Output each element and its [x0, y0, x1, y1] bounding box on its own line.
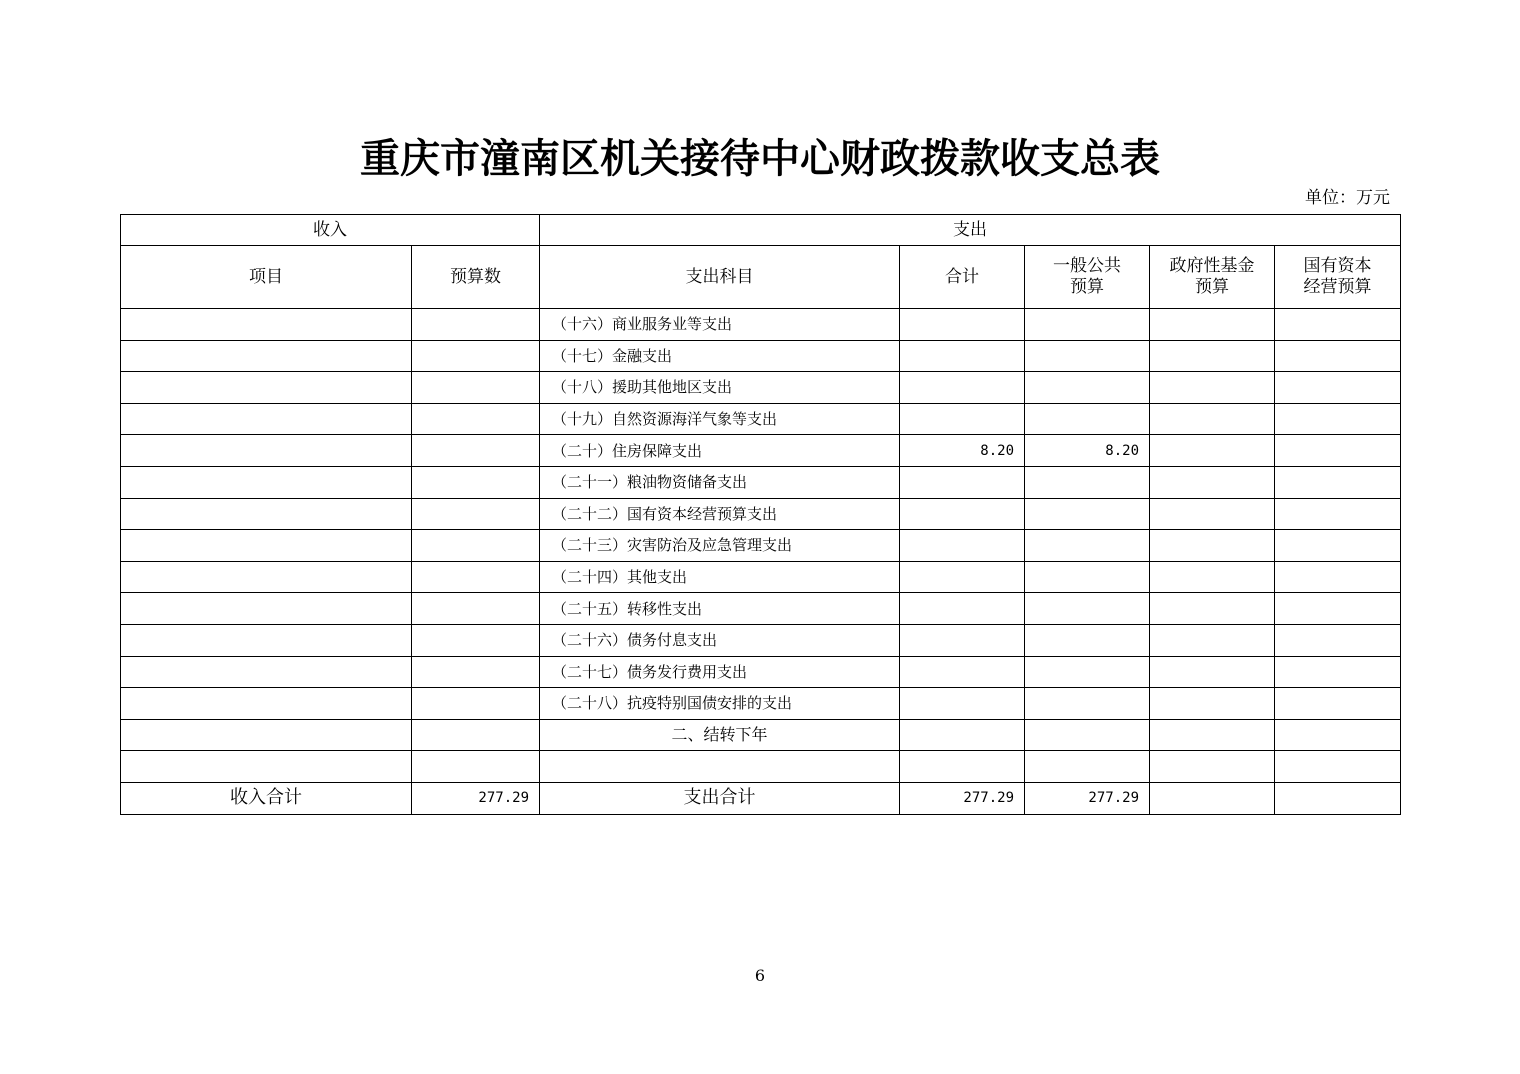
- expense-state-cell: [1275, 530, 1401, 562]
- expense-fund-cell: [1150, 688, 1275, 720]
- expense-fund-cell: [1150, 403, 1275, 435]
- income-budget-cell: [412, 719, 540, 751]
- col-state-label: 国有资本经营预算: [1303, 256, 1372, 297]
- expense-total-cell: [900, 498, 1025, 530]
- expense-subject-cell: （十九）自然资源海洋气象等支出: [540, 403, 900, 435]
- expense-state-cell: [1275, 340, 1401, 372]
- empty-cell: [121, 751, 412, 783]
- table-row: [121, 656, 1401, 688]
- expense-total-cell: [900, 561, 1025, 593]
- income-budget-cell: [412, 593, 540, 625]
- expense-general-cell: [1025, 309, 1150, 341]
- expense-subject-cell: （二十七）债务发行费用支出: [540, 656, 900, 688]
- expense-total-cell: [900, 688, 1025, 720]
- table-row: [121, 593, 1401, 625]
- expense-fund-cell: [1150, 530, 1275, 562]
- table-row: [121, 530, 1401, 562]
- empty-cell: [1275, 751, 1401, 783]
- table-row: [121, 624, 1401, 656]
- empty-cell: [1150, 751, 1275, 783]
- expense-subject-cell: （二十八）抗疫特别国债安排的支出: [540, 688, 900, 720]
- income-budget-cell: [412, 530, 540, 562]
- table-row: [121, 340, 1401, 372]
- empty-cell: [540, 751, 900, 783]
- expense-state-cell: [1275, 688, 1401, 720]
- income-item-cell: [121, 624, 412, 656]
- empty-row: [121, 751, 1401, 783]
- expense-total-cell: [900, 309, 1025, 341]
- expense-subject-cell: （十七）金融支出: [540, 340, 900, 372]
- expense-subject-cell: （十六）商业服务业等支出: [540, 309, 900, 341]
- income-item-cell: [121, 593, 412, 625]
- col-budget-header: 预算数: [412, 246, 540, 309]
- income-budget-cell: [412, 340, 540, 372]
- expense-general-cell: [1025, 372, 1150, 404]
- expense-subject-cell: （二十）住房保障支出: [540, 435, 900, 467]
- income-budget-cell: [412, 309, 540, 341]
- expense-general-cell: [1025, 561, 1150, 593]
- expense-fund-cell: [1150, 309, 1275, 341]
- expense-state-cell: [1275, 466, 1401, 498]
- expense-general-cell: [1025, 688, 1150, 720]
- expense-general-cell: [1025, 593, 1150, 625]
- page-number: 6: [754, 966, 766, 985]
- expense-fund-cell: [1150, 435, 1275, 467]
- header-row-columns: [121, 246, 1401, 309]
- expense-general-cell: [1025, 530, 1150, 562]
- expense-subject-cell: （二十一）粮油物资储备支出: [540, 466, 900, 498]
- expense-state-cell: [1275, 372, 1401, 404]
- expense-total-cell: [900, 530, 1025, 562]
- col-state-header: [1275, 246, 1401, 309]
- expense-general-cell: [1025, 719, 1150, 751]
- expense-general-cell: [1025, 656, 1150, 688]
- col-item-header: 项目: [121, 246, 412, 309]
- expense-fund-cell: [1150, 466, 1275, 498]
- expense-total-cell: 8.20: [900, 435, 1025, 467]
- expense-state-cell: [1275, 435, 1401, 467]
- income-budget-cell: [412, 466, 540, 498]
- col-total-header: 合计: [900, 246, 1025, 309]
- table-row: [121, 309, 1401, 341]
- header-row-group: [121, 215, 1401, 246]
- expense-subject-cell: （十八）援助其他地区支出: [540, 372, 900, 404]
- income-budget-cell: [412, 624, 540, 656]
- expense-fund-cell: [1150, 561, 1275, 593]
- table-row: [121, 372, 1401, 404]
- income-budget-cell: [412, 435, 540, 467]
- expense-fund-cell: [1150, 656, 1275, 688]
- table-row: [121, 466, 1401, 498]
- income-budget-cell: [412, 403, 540, 435]
- expense-general-cell: 8.20: [1025, 435, 1150, 467]
- income-item-cell: [121, 309, 412, 341]
- expense-state-total-value: [1275, 782, 1401, 814]
- income-item-cell: [121, 403, 412, 435]
- empty-cell: [900, 751, 1025, 783]
- expense-total-cell: [900, 593, 1025, 625]
- expense-fund-total-value: [1150, 782, 1275, 814]
- expense-fund-cell: [1150, 498, 1275, 530]
- income-budget-cell: [412, 561, 540, 593]
- income-item-cell: [121, 372, 412, 404]
- expense-general-cell: [1025, 498, 1150, 530]
- expense-total-cell: [900, 624, 1025, 656]
- income-budget-cell: [412, 656, 540, 688]
- expense-state-cell: [1275, 656, 1401, 688]
- table-row: [121, 435, 1401, 467]
- expense-subject-cell: （二十四）其他支出: [540, 561, 900, 593]
- income-header: 收入: [121, 215, 540, 246]
- expense-total-cell: [900, 372, 1025, 404]
- table-row: [121, 403, 1401, 435]
- table-row: [121, 688, 1401, 720]
- expense-subject-cell: （二十五）转移性支出: [540, 593, 900, 625]
- expense-fund-cell: [1150, 593, 1275, 625]
- expense-total-cell: [900, 466, 1025, 498]
- expense-state-cell: [1275, 593, 1401, 625]
- col-subject-header: 支出科目: [540, 246, 900, 309]
- expense-state-cell: [1275, 561, 1401, 593]
- expense-total-cell: [900, 719, 1025, 751]
- page-title: 重庆市潼南区机关接待中心财政拨款收支总表: [360, 135, 1160, 182]
- expense-general-total-value: 277.29: [1025, 782, 1150, 814]
- expense-total-label: 支出合计: [540, 782, 900, 814]
- expense-total-cell: [900, 403, 1025, 435]
- col-general-label: 一般公共预算: [1053, 256, 1121, 297]
- income-item-cell: [121, 435, 412, 467]
- income-item-cell: [121, 498, 412, 530]
- expense-total-value: 277.29: [900, 782, 1025, 814]
- expense-fund-cell: [1150, 340, 1275, 372]
- expense-fund-cell: [1150, 372, 1275, 404]
- expense-subject-cell: （二十二）国有资本经营预算支出: [540, 498, 900, 530]
- expense-general-cell: [1025, 340, 1150, 372]
- carryover-label-cell: 二、结转下年: [540, 719, 900, 751]
- col-fund-label: 政府性基金预算: [1169, 256, 1255, 297]
- expense-state-cell: [1275, 403, 1401, 435]
- income-item-cell: [121, 466, 412, 498]
- income-total-value: 277.29: [412, 782, 540, 814]
- expense-fund-cell: [1150, 624, 1275, 656]
- expense-fund-cell: [1150, 719, 1275, 751]
- income-budget-cell: [412, 688, 540, 720]
- expense-subject-cell: （二十三）灾害防治及应急管理支出: [540, 530, 900, 562]
- income-item-cell: [121, 688, 412, 720]
- expense-header: 支出: [540, 215, 1401, 246]
- expense-general-cell: [1025, 466, 1150, 498]
- income-budget-cell: [412, 372, 540, 404]
- table-row: [121, 498, 1401, 530]
- expense-subject-cell: （二十六）债务付息支出: [540, 624, 900, 656]
- expense-state-cell: [1275, 498, 1401, 530]
- income-item-cell: [121, 530, 412, 562]
- income-total-label: 收入合计: [121, 782, 412, 814]
- expense-total-cell: [900, 656, 1025, 688]
- income-item-cell: [121, 719, 412, 751]
- empty-cell: [1025, 751, 1150, 783]
- col-general-header: [1025, 246, 1150, 309]
- expense-state-cell: [1275, 309, 1401, 341]
- income-budget-cell: [412, 498, 540, 530]
- budget-table: [120, 214, 1401, 815]
- carryover-row: [121, 719, 1401, 751]
- expense-state-cell: [1275, 719, 1401, 751]
- income-item-cell: [121, 340, 412, 372]
- col-fund-header: [1150, 246, 1275, 309]
- income-item-cell: [121, 656, 412, 688]
- expense-state-cell: [1275, 624, 1401, 656]
- unit-label: 单位：万元: [1305, 188, 1390, 208]
- totals-row: [121, 782, 1401, 814]
- expense-total-cell: [900, 340, 1025, 372]
- income-item-cell: [121, 561, 412, 593]
- expense-general-cell: [1025, 403, 1150, 435]
- table-row: [121, 561, 1401, 593]
- expense-general-cell: [1025, 624, 1150, 656]
- empty-cell: [412, 751, 540, 783]
